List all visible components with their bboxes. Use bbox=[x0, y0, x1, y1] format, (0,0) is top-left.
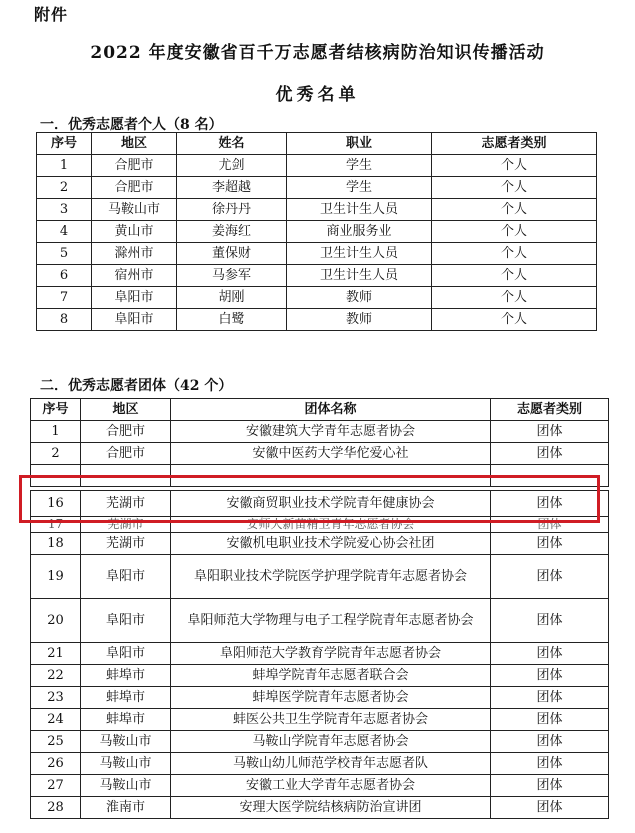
header-index: 序号 bbox=[37, 133, 92, 155]
section-individuals-heading: 一．优秀志愿者个人（8 名） bbox=[40, 117, 223, 133]
header-region: 地区 bbox=[81, 399, 171, 421]
cell-group-name: 安理大医学院结核病防治宣讲团 bbox=[171, 797, 491, 819]
cell-group-name: 蚌医公共卫生学院青年志愿者协会 bbox=[171, 709, 491, 731]
document-title: 2022 年度安徽省百千万志愿者结核病防治知识传播活动 bbox=[90, 43, 545, 63]
cell-category: 团体 bbox=[491, 775, 609, 797]
cell-region: 黄山市 bbox=[92, 221, 177, 243]
cell-region: 芜湖市 bbox=[81, 533, 171, 555]
cell-category: 团体 bbox=[491, 555, 609, 599]
cell-region: 芜湖市 bbox=[81, 517, 171, 533]
table-row bbox=[37, 155, 597, 177]
header-index: 序号 bbox=[31, 399, 81, 421]
header-group-name: 团体名称 bbox=[171, 399, 491, 421]
cell-index: 25 bbox=[31, 731, 81, 753]
cell-index: 3 bbox=[37, 199, 92, 221]
cell-category: 个人 bbox=[432, 177, 597, 199]
cell-name: 胡刚 bbox=[177, 287, 287, 309]
header-name: 姓名 bbox=[177, 133, 287, 155]
table-row bbox=[37, 221, 597, 243]
cell-category: 个人 bbox=[432, 199, 597, 221]
cell-occupation: 卫生计生人员 bbox=[287, 265, 432, 287]
cell-group-name: 安师大新苗精卫青年志愿者协会 bbox=[171, 517, 491, 533]
cell-region: 阜阳市 bbox=[81, 599, 171, 643]
cell-index: 18 bbox=[31, 533, 81, 555]
table-row bbox=[31, 443, 609, 465]
cell-region: 马鞍山市 bbox=[81, 731, 171, 753]
cell-index: 5 bbox=[37, 243, 92, 265]
cell-category: 个人 bbox=[432, 265, 597, 287]
cell-category: 团体 bbox=[491, 443, 609, 465]
table-row bbox=[31, 687, 609, 709]
cell-category: 团体 bbox=[491, 665, 609, 687]
cell-group-name: 安徽商贸职业技术学院青年健康协会 bbox=[171, 491, 491, 517]
cell-occupation: 学生 bbox=[287, 155, 432, 177]
cell-region: 合肥市 bbox=[92, 155, 177, 177]
cell-occupation: 教师 bbox=[287, 309, 432, 331]
cell-category: 个人 bbox=[432, 243, 597, 265]
table-row bbox=[37, 287, 597, 309]
cell-index: 28 bbox=[31, 797, 81, 819]
cell-category: 团体 bbox=[491, 421, 609, 443]
cell-name: 马参军 bbox=[177, 265, 287, 287]
cell-category: 个人 bbox=[432, 287, 597, 309]
cell-group-name: 阜阳师范大学教育学院青年志愿者协会 bbox=[171, 643, 491, 665]
table-row bbox=[31, 665, 609, 687]
cell-index: 23 bbox=[31, 687, 81, 709]
cell-category: 团体 bbox=[491, 753, 609, 775]
cell-occupation: 卫生计生人员 bbox=[287, 199, 432, 221]
group-volunteers-table-bottom bbox=[30, 490, 609, 819]
table-row bbox=[31, 709, 609, 731]
header-category: 志愿者类别 bbox=[491, 399, 609, 421]
cell-region: 芜湖市 bbox=[81, 491, 171, 517]
table-row-highlighted bbox=[31, 491, 609, 517]
table-row bbox=[37, 199, 597, 221]
cell-name: 姜海红 bbox=[177, 221, 287, 243]
individual-volunteers-table bbox=[36, 132, 597, 331]
header-category: 志愿者类别 bbox=[432, 133, 597, 155]
section-groups-heading: 二．优秀志愿者团体（42 个） bbox=[40, 378, 233, 394]
cell-index: 7 bbox=[37, 287, 92, 309]
cell-name: 李超越 bbox=[177, 177, 287, 199]
header-occupation: 职业 bbox=[287, 133, 432, 155]
table-header-row bbox=[37, 133, 597, 155]
table-row bbox=[31, 421, 609, 443]
cell-occupation: 教师 bbox=[287, 287, 432, 309]
cell-region: 滁州市 bbox=[92, 243, 177, 265]
cell-region: 蚌埠市 bbox=[81, 665, 171, 687]
cell-group-name: 安徽建筑大学青年志愿者协会 bbox=[171, 421, 491, 443]
cell-region: 宿州市 bbox=[92, 265, 177, 287]
table-row bbox=[37, 177, 597, 199]
cell-region: 马鞍山市 bbox=[81, 775, 171, 797]
cell-group-name: 安徽中医药大学华佗爱心社 bbox=[171, 443, 491, 465]
table-row bbox=[31, 643, 609, 665]
table-row bbox=[31, 731, 609, 753]
cell-category: 团体 bbox=[491, 797, 609, 819]
table-gap-row bbox=[31, 465, 609, 487]
cell-group-name: 安徽机电职业技术学院爱心协会社团 bbox=[171, 533, 491, 555]
cell-index: 16 bbox=[31, 491, 81, 517]
cell-index: 4 bbox=[37, 221, 92, 243]
cell-index: 22 bbox=[31, 665, 81, 687]
cell-region: 合肥市 bbox=[81, 421, 171, 443]
cell-index: 17 bbox=[31, 517, 81, 533]
cell-category: 个人 bbox=[432, 309, 597, 331]
cell-index: 27 bbox=[31, 775, 81, 797]
cell-region: 阜阳市 bbox=[81, 555, 171, 599]
cell-category: 团体 bbox=[491, 643, 609, 665]
table-row bbox=[31, 797, 609, 819]
cell-group-name: 阜阳职业技术学院医学护理学院青年志愿者协会 bbox=[171, 555, 491, 599]
cell-index: 1 bbox=[31, 421, 81, 443]
header-region: 地区 bbox=[92, 133, 177, 155]
table-row bbox=[31, 533, 609, 555]
group-volunteers-table-top bbox=[30, 398, 609, 487]
cell-occupation: 卫生计生人员 bbox=[287, 243, 432, 265]
cell-name: 徐丹丹 bbox=[177, 199, 287, 221]
cell-category: 团体 bbox=[491, 533, 609, 555]
table-row bbox=[31, 599, 609, 643]
cell-region: 阜阳市 bbox=[81, 643, 171, 665]
cell-index: 8 bbox=[37, 309, 92, 331]
cell-group-name: 阜阳师范大学物理与电子工程学院青年志愿者协会 bbox=[171, 599, 491, 643]
cell-region: 马鞍山市 bbox=[81, 753, 171, 775]
cell-group-name: 蚌埠医学院青年志愿者协会 bbox=[171, 687, 491, 709]
table-row bbox=[31, 555, 609, 599]
cell-category: 团体 bbox=[491, 709, 609, 731]
cell-region: 淮南市 bbox=[81, 797, 171, 819]
cell-category: 团体 bbox=[491, 687, 609, 709]
cell-name: 尤剑 bbox=[177, 155, 287, 177]
cell-region: 蚌埠市 bbox=[81, 709, 171, 731]
cell-occupation: 商业服务业 bbox=[287, 221, 432, 243]
table-row bbox=[31, 775, 609, 797]
cell-index: 1 bbox=[37, 155, 92, 177]
cell-category: 团体 bbox=[491, 731, 609, 753]
table-row bbox=[31, 753, 609, 775]
attachment-label: 附件 bbox=[34, 5, 69, 24]
cell-name: 董保财 bbox=[177, 243, 287, 265]
table-row bbox=[37, 265, 597, 287]
cell-group-name: 安徽工业大学青年志愿者协会 bbox=[171, 775, 491, 797]
cell-index: 21 bbox=[31, 643, 81, 665]
cell-region: 马鞍山市 bbox=[92, 199, 177, 221]
cell-category: 个人 bbox=[432, 155, 597, 177]
cell-category: 团体 bbox=[491, 491, 609, 517]
cell-occupation: 学生 bbox=[287, 177, 432, 199]
cell-category: 个人 bbox=[432, 221, 597, 243]
cell-index: 2 bbox=[37, 177, 92, 199]
cell-category: 团体 bbox=[491, 599, 609, 643]
cell-index: 2 bbox=[31, 443, 81, 465]
cell-index: 26 bbox=[31, 753, 81, 775]
cell-index: 24 bbox=[31, 709, 81, 731]
cell-region: 合肥市 bbox=[81, 443, 171, 465]
cell-region: 阜阳市 bbox=[92, 287, 177, 309]
table-row bbox=[37, 243, 597, 265]
table-header-row bbox=[31, 399, 609, 421]
cell-group-name: 蚌埠学院青年志愿者联合会 bbox=[171, 665, 491, 687]
cell-index: 20 bbox=[31, 599, 81, 643]
document-subtitle: 优秀名单 bbox=[275, 85, 360, 105]
cell-index: 19 bbox=[31, 555, 81, 599]
cell-category: 团体 bbox=[491, 517, 609, 533]
cell-group-name: 马鞍山幼儿师范学校青年志愿者队 bbox=[171, 753, 491, 775]
individual-rows bbox=[37, 155, 597, 331]
cell-region: 合肥市 bbox=[92, 177, 177, 199]
cell-name: 白鹭 bbox=[177, 309, 287, 331]
table-row bbox=[37, 309, 597, 331]
table-row-partial bbox=[31, 517, 609, 533]
cell-index: 6 bbox=[37, 265, 92, 287]
cell-region: 阜阳市 bbox=[92, 309, 177, 331]
cell-group-name: 马鞍山学院青年志愿者协会 bbox=[171, 731, 491, 753]
cell-region: 蚌埠市 bbox=[81, 687, 171, 709]
